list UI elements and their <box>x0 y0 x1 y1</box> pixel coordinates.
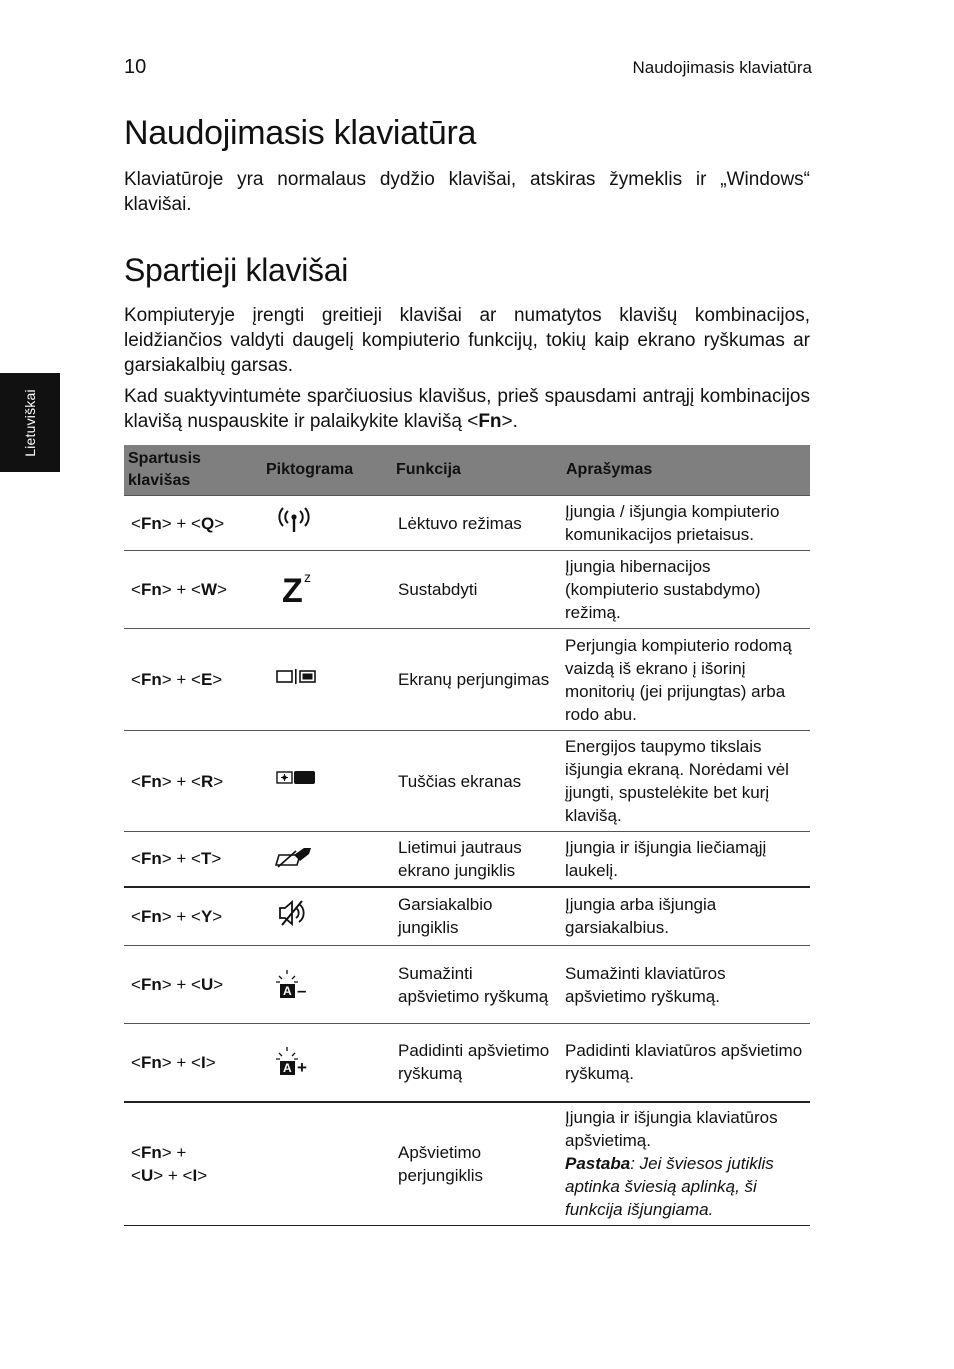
table-row <box>124 629 810 731</box>
function-cell: Garsiakalbio jungiklis <box>392 887 562 946</box>
hotkey-cell: <Fn> + <R> <box>124 731 262 832</box>
description-cell: Įjungia / išjungia kompiuterio komunikacijos prietaisus. <box>562 496 810 551</box>
icon-cell <box>262 1102 392 1226</box>
para2-fn-key: Fn <box>478 411 502 432</box>
function-cell: Tuščias ekranas <box>392 731 562 832</box>
function-cell: Lietimui jautraus ekrano jungiklis <box>392 832 562 887</box>
hotkey-cell: <Fn> + <U> <box>124 946 262 1024</box>
hotkey-cell: <Fn> + <W> <box>124 551 262 629</box>
keyboard-backlight-up-icon: A + <box>274 1047 318 1077</box>
description-cell: Sumažinti klaviatūros apšvietimo ryškumą. <box>562 946 810 1024</box>
table-row <box>124 731 810 832</box>
keyboard-backlight-down-icon: A – <box>274 970 318 1000</box>
table-row <box>124 551 810 629</box>
function-cell: Sumažinti apšvietimo ryškumą <box>392 946 562 1024</box>
hotkey-cell: <Fn> + <I> <box>124 1024 262 1102</box>
para2-text-end: >. <box>501 411 518 432</box>
section-title: Spartieji klavišai <box>124 252 349 288</box>
language-side-tab <box>0 373 60 472</box>
table-row <box>124 887 810 946</box>
touchpad-toggle-icon <box>274 843 318 875</box>
description-cell: Padidinti klaviatūros apšvietimo ryškumą. <box>562 1024 810 1102</box>
description-cell: Energijos taupymo tikslais išjungia ekraną. Norėdami vėl įjungti, spustelėkite bet kurį klavišą. <box>562 731 810 832</box>
description-cell <box>562 1102 810 1226</box>
header-icon: Piktograma <box>262 445 392 496</box>
header-function: Funkcija <box>392 445 562 496</box>
icon-cell <box>262 629 392 731</box>
icon-cell <box>262 887 392 946</box>
table-row <box>124 496 810 551</box>
table-row <box>124 946 810 1024</box>
header-description: Aprašymas <box>562 445 810 496</box>
section-paragraph-2 <box>124 384 810 434</box>
description-cell: Įjungia ir išjungia liečiamąjį laukelį. <box>562 832 810 887</box>
airplane-mode-icon <box>274 505 314 541</box>
speaker-toggle-icon <box>274 899 314 933</box>
running-header: Naudojimasis klaviatūra <box>632 58 812 77</box>
hotkey-cell: <Fn> + <Q> <box>124 496 262 551</box>
hotkeys-table <box>124 445 810 1226</box>
icon-cell <box>262 731 392 832</box>
intro-paragraph: Klaviatūroje yra normalaus dydžio klavišai, atskiras žymeklis ir „Windows“ klavišai. <box>124 169 810 215</box>
section-paragraph-1: Kompiuteryje įrengti greitieji klavišai ar numatytos klavišų kombinacijos, leidžiančios valdyti daugelį kompiuterio funkcijų, tokių kaip ekrano ryškumas ar garsiakalbių garsas. <box>124 305 810 376</box>
hotkey-cell: <Fn> + <E> <box>124 629 262 731</box>
hotkey-cell: <Fn> + <T> <box>124 832 262 887</box>
sleep-icon: Z z <box>282 568 311 610</box>
table-row <box>124 1024 810 1102</box>
table-header-row <box>124 445 810 496</box>
icon-cell <box>262 496 392 551</box>
description-cell: Įjungia arba išjungia garsiakalbius. <box>562 887 810 946</box>
note-text: : Jei šviesos jutiklis aptinka šviesią aplinką, ši funkcija išjungiama. <box>565 1154 774 1220</box>
icon-cell <box>262 1024 392 1102</box>
hotkey-cell: <Fn> + <U> + <I> <box>124 1102 262 1226</box>
table-row <box>124 832 810 887</box>
description-cell: Perjungia kompiuterio rodomą vaizdą iš ekrano į išorinį monitorių (jei prijungtas) arba rodo abu. <box>562 629 810 731</box>
icon-cell <box>262 551 392 629</box>
function-cell: Ekranų perjungimas <box>392 629 562 731</box>
page-title: Naudojimasis klaviatūra <box>124 114 477 152</box>
function-cell: Lėktuvo režimas <box>392 496 562 551</box>
description-text: Įjungia ir išjungia klaviatūros apšvietimą. <box>565 1108 778 1151</box>
display-off-icon <box>274 768 318 794</box>
icon-cell <box>262 832 392 887</box>
function-cell: Padidinti apšvietimo ryškumą <box>392 1024 562 1102</box>
hotkey-cell: <Fn> + <Y> <box>124 887 262 946</box>
function-cell: Sustabdyti <box>392 551 562 629</box>
function-cell: Apšvietimo perjungiklis <box>392 1102 562 1226</box>
header-hotkey: Spartusis klavišas <box>124 445 262 496</box>
table-row <box>124 1102 810 1226</box>
display-toggle-icon <box>274 667 318 693</box>
icon-cell <box>262 946 392 1024</box>
page-number: 10 <box>124 56 147 78</box>
description-cell: Įjungia hibernacijos (kompiuterio sustabdymo) režimą. <box>562 551 810 629</box>
note-label: Pastaba <box>565 1154 631 1174</box>
para2-text: Kad suaktyvintumėte sparčiuosius klavišus, prieš spausdami antrąjį kombinacijos klavišą nuspauskite ir palaikykite klavišą < <box>124 386 810 432</box>
language-side-tab-label: Lietuviškai <box>22 388 39 457</box>
